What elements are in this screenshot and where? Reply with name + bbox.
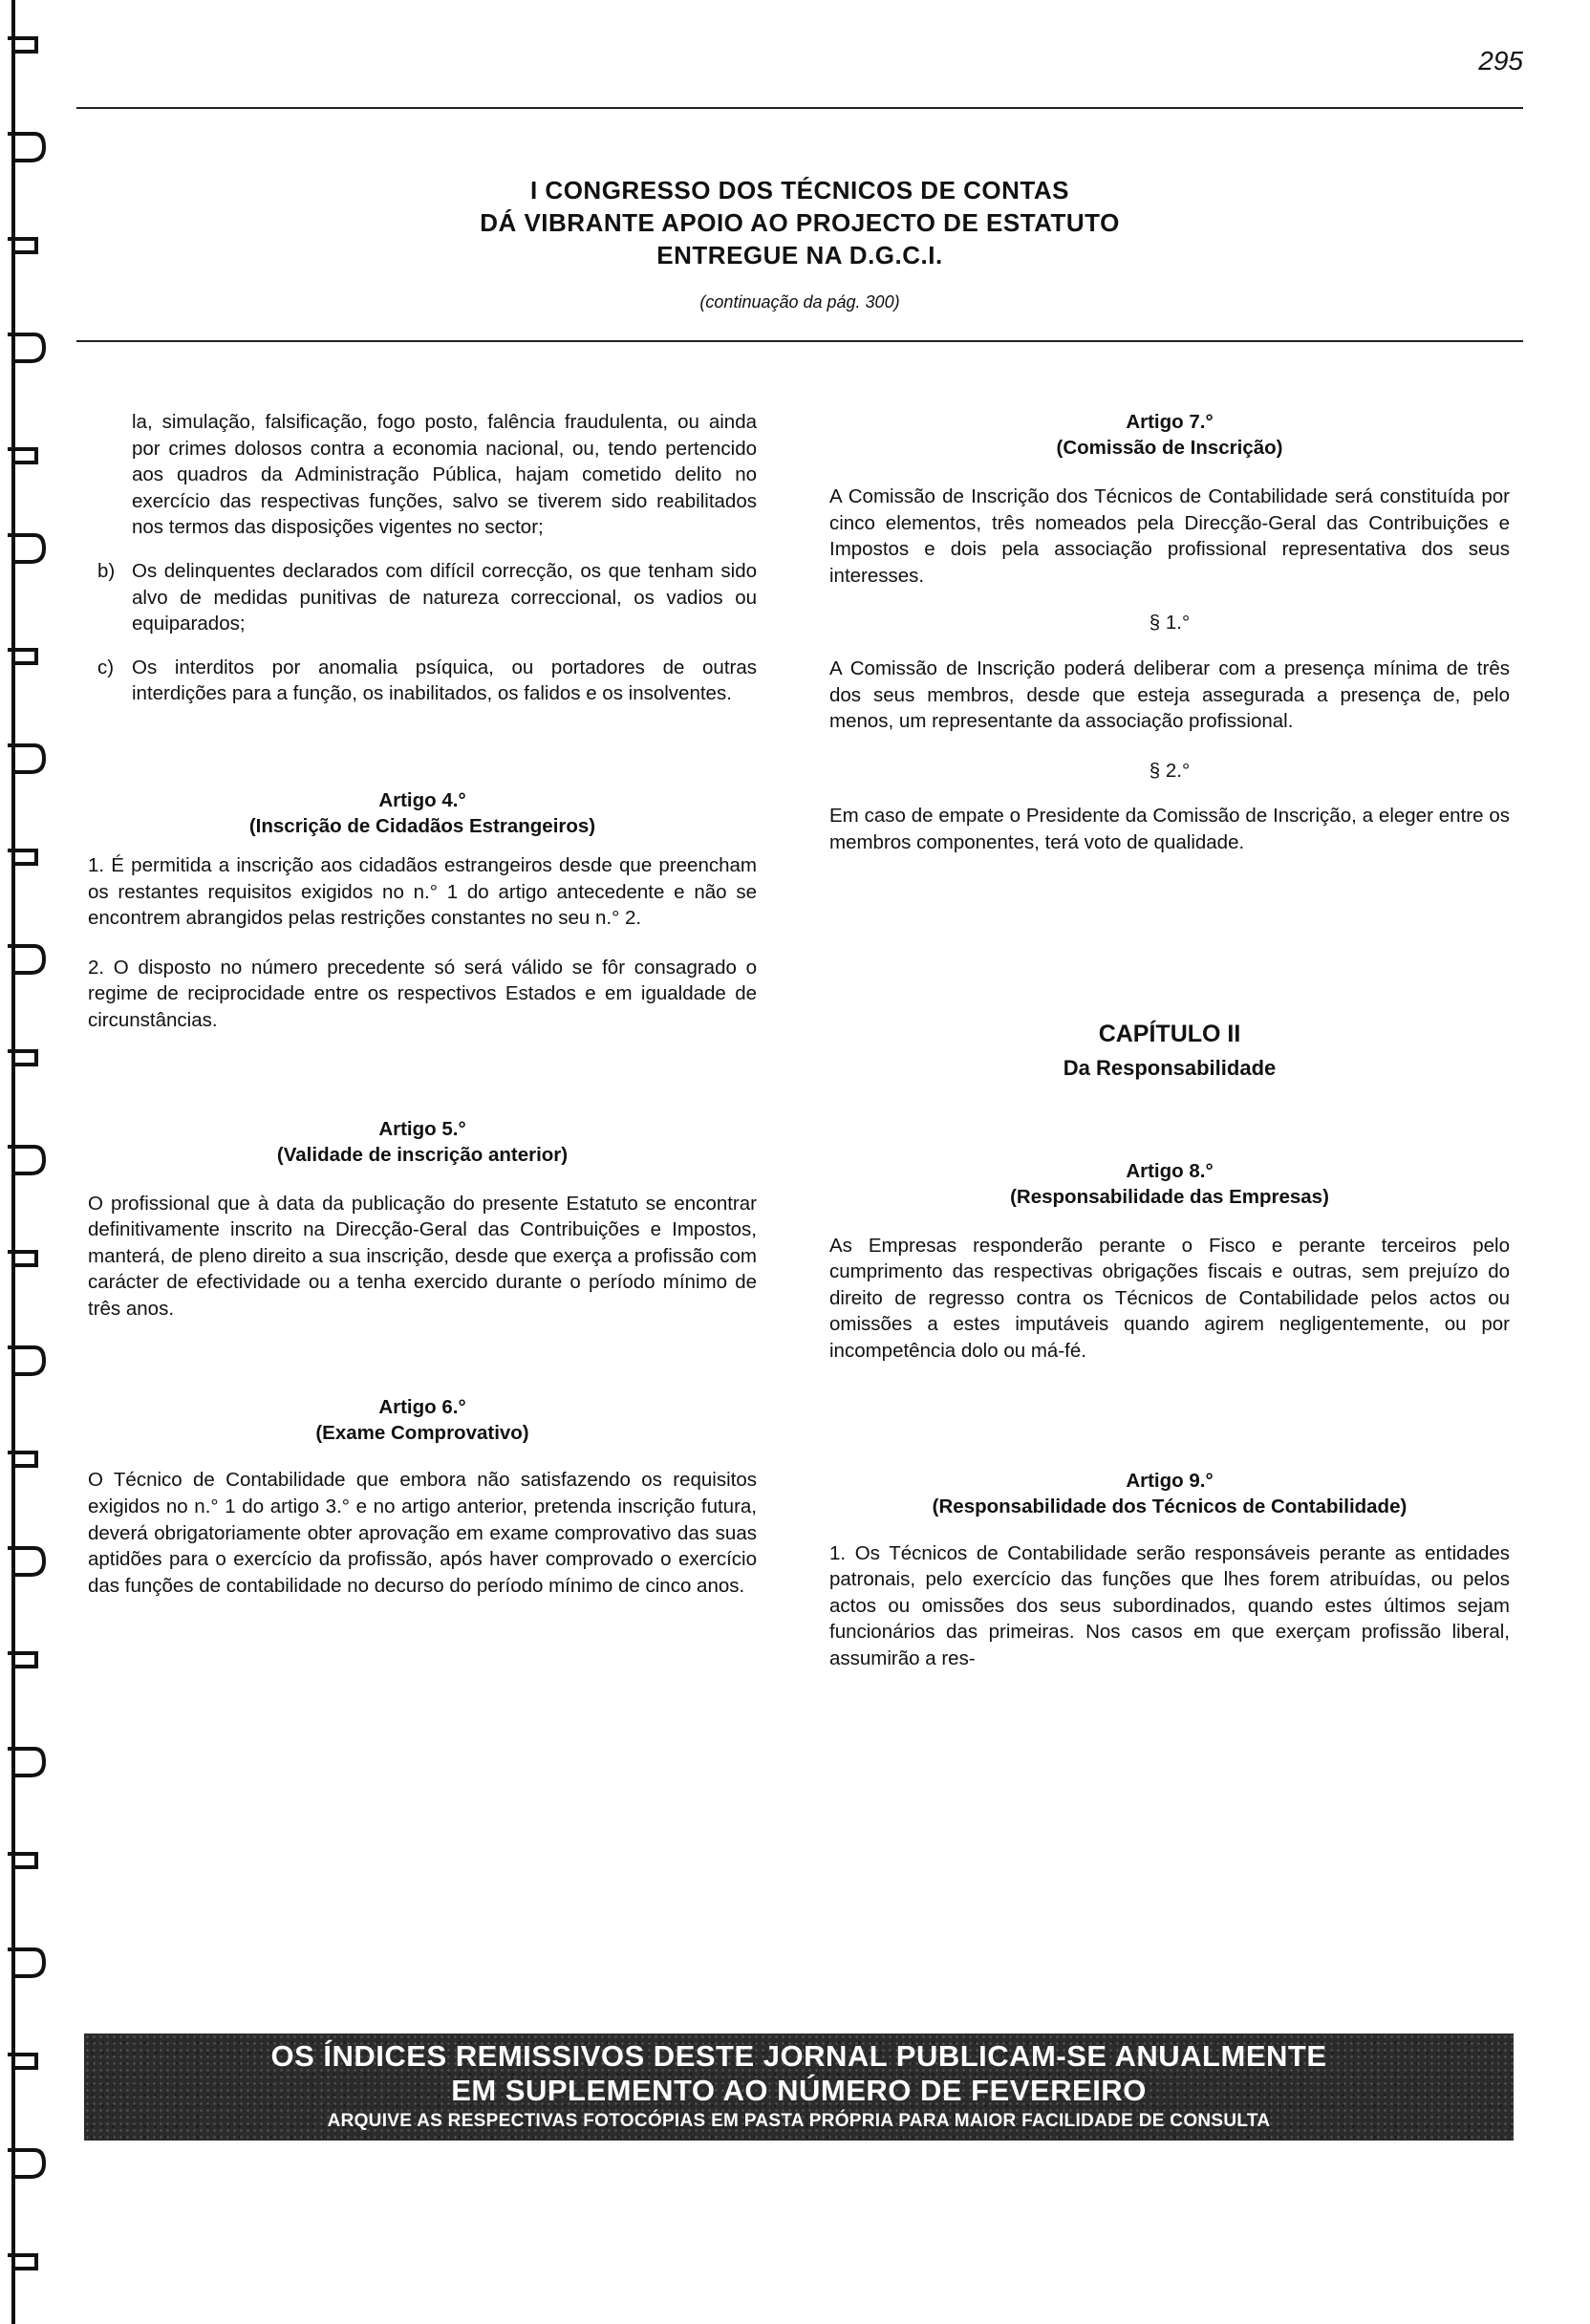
intro-paragraph: la, simulação, falsificação, fogo posto, falência fraudulenta, ou ainda por crimes dolosos contra a economia nacional, ou, tendo pertencido aos quadros da Administração Pública, hajam cometido delito no exercício das respectivas funções, salvo se tiverem sido reabilitados nos termos das disposições vigentes no sector; (132, 411, 757, 539)
headline-rule (76, 340, 1523, 342)
section-1-sign: § 1.° (1149, 612, 1191, 635)
article-4-paragraph-1: 1. É permitida a inscrição aos cidadãos estrangeiros desde que preencham os restantes requisitos exigidos no n.° 1 do artigo antecedente e não se encontrem abrangidos pelas restrições constantes no seu n.° 2. (88, 853, 757, 930)
article-4-title: Artigo 4.° (378, 788, 466, 811)
article-9-paragraph-1: 1. Os Técnicos de Contabilidade serão responsáveis perante as entidades patronais, pelo exercício das funções que lhes forem atribuídas, ou pelos actos ou omissões dos seus subordinados, quando estes últimos sejam funcionários das primeiras. Nos casos em que exerçam profissão liberal, assumirão a res- (829, 1541, 1510, 1669)
left-column (88, 409, 757, 1599)
headline-line-1: I CONGRESSO DOS TÉCNICOS DE CONTAS (529, 176, 1069, 204)
article-6-paragraph-1: O Técnico de Contabilidade que embora não satisfazendo os requisitos exigidos no n.° 1 do artigo 3.° e no artigo anterior, pretenda inscrição futura, deverá obrigatoriamente obter aprovação em exame comprovativo das suas aptidões para o exercício da profissão, após haver comprovado o exercício das funções de contabilidade no decurso do período mínimo de cinco anos. (88, 1469, 757, 1597)
list-text-b: Os delinquentes declarados com difícil correcção, os que tenham sido alvo de medidas punitivas de natureza correccional, os vadios ou equiparados; (132, 559, 757, 635)
list-mark-c: c) (97, 656, 115, 678)
section-2-sign: § 2.° (1149, 759, 1191, 782)
list-text-c: Os interditos por anomalia psíquica, ou portadores de outras interdições para a função, os inabilitados, os falidos e os insolventes. (132, 656, 757, 705)
banner-line-2: EM SUPLEMENTO AO NÚMERO DE FEVEREIRO (451, 2074, 1147, 2107)
article-6-heading (88, 1394, 757, 1446)
chapter-subtitle: Da Responsabilidade (1063, 1055, 1277, 1080)
section-1-paragraph: A Comissão de Inscrição poderá deliberar com a presença mínima de três dos seus membros, desde que esteja assegurada a presença de, pelo menos, um representante da associação profissional. (829, 656, 1510, 733)
article-5-subtitle: (Validade de inscrição anterior) (276, 1143, 569, 1166)
article-4-paragraph-2: 2. O disposto no número precedente só será válido se fôr consagrado o regime de reciprocidade entre os respectivos Estados e em igualdade de circunstâncias. (88, 956, 757, 1031)
article-7-title: Artigo 7.° (1126, 411, 1214, 433)
header-rule (76, 107, 1523, 109)
article-5-paragraph-1: O profissional que à data da publicação do presente Estatuto se encontrar definitivamente inscrito na Direcção-Geral das Contribuições e Impostos, manterá, de pleno direito a sua inscrição, desde que exerça a profissão com carácter de efectividade ou a tenha exercido durante o período mínimo de três anos. (88, 1192, 757, 1320)
page-number: 295 (1478, 46, 1523, 75)
banner-line-3: ARQUIVE AS RESPECTIVAS FOTOCÓPIAS EM PASTA PRÓPRIA PARA MAIOR FACILIDADE DE CONSULTA (327, 2111, 1271, 2131)
article-7-subtitle: (Comissão de Inscrição) (1056, 437, 1283, 459)
chapter-title: CAPÍTULO II (1098, 1020, 1241, 1047)
continuation-note: (continuação da pág. 300) (699, 292, 900, 312)
article-9-heading (829, 1468, 1510, 1519)
article-8-paragraph-1: As Empresas responderão perante o Fisco e perante terceiros pelo cumprimento das respectivas obrigações fiscais e outras, sem prejuízo do direito de regresso contra os Técnicos de Contabilidade pelos actos ou omissões a estes imputáveis quando agirem negligentemente, ou por incompetência dolo ou má-fé. (829, 1234, 1510, 1362)
article-6-subtitle: (Exame Comprovativo) (315, 1422, 529, 1445)
banner-line-1: OS ÍNDICES REMISSIVOS DESTE JORNAL PUBLICAM-SE ANUALMENTE (270, 2039, 1327, 2073)
article-7-heading (829, 409, 1510, 461)
article-8-heading (829, 1158, 1510, 1210)
section-2-paragraph: Em caso de empate o Presidente da Comissão de Inscrição, a eleger entre os membros componentes, terá voto de qualidade. (829, 805, 1510, 853)
article-headline (76, 174, 1523, 271)
list-item-b (88, 558, 757, 637)
article-9-title: Artigo 9.° (1126, 1469, 1214, 1492)
headline-line-2: DÁ VIBRANTE APOIO AO PROJECTO DE ESTATUTO (480, 208, 1120, 237)
right-column (829, 409, 1510, 1671)
article-4-heading (88, 787, 757, 839)
article-7-paragraph-1: A Comissão de Inscrição dos Técnicos de Contabilidade será constituída por cinco elementos, três nomeados pela Direcção-Geral das Contribuições e Impostos e dois pela associação profissional representativa dos seus interesses. (829, 485, 1510, 587)
article-4-subtitle: (Inscrição de Cidadãos Estrangeiros) (248, 814, 596, 837)
chapter-heading (829, 1017, 1510, 1086)
article-6-title: Artigo 6.° (378, 1396, 466, 1419)
article-5-title: Artigo 5.° (378, 1117, 466, 1140)
article-5-heading (88, 1116, 757, 1168)
article-8-subtitle: (Responsabilidade das Empresas) (1010, 1185, 1329, 1208)
headline-line-3: ENTREGUE NA D.G.C.I. (656, 241, 943, 269)
binding-spine (0, 0, 54, 2324)
article-9-subtitle: (Responsabilidade dos Técnicos de Contabilidade) (932, 1495, 1407, 1517)
list-item-c (88, 655, 757, 707)
article-8-title: Artigo 8.° (1126, 1159, 1214, 1182)
index-notice-banner (84, 2034, 1514, 2141)
list-mark-b: b) (97, 559, 116, 582)
